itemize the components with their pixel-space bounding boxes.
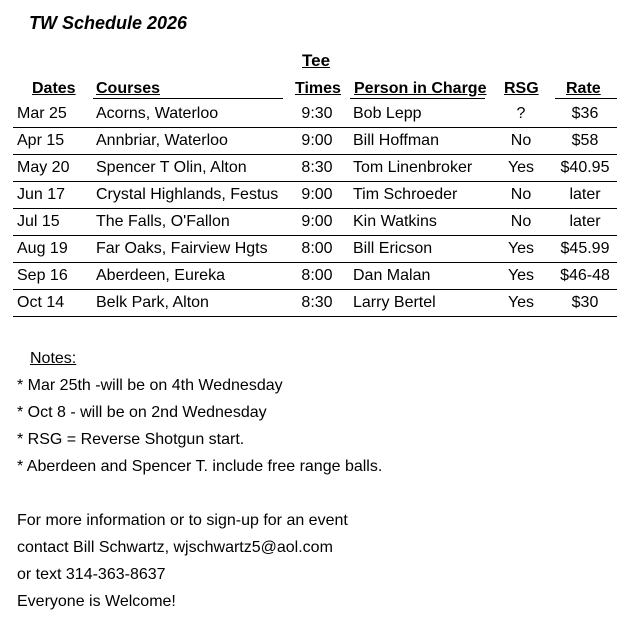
- cell-person: Tom Linenbroker: [353, 159, 473, 176]
- cell-date: May 20: [17, 159, 70, 176]
- cell-date: Sep 16: [17, 267, 68, 284]
- cell-rsg: Yes: [507, 294, 535, 311]
- cell-course: The Falls, O'Fallon: [96, 213, 230, 230]
- table-row: [13, 154, 617, 182]
- header-dates: Dates: [32, 80, 76, 97]
- cell-date: Apr 15: [17, 132, 65, 149]
- cell-course: Annbriar, Waterloo: [96, 132, 228, 149]
- header-times: Times: [295, 80, 341, 97]
- contact-line: For more information or to sign-up for an event: [17, 512, 348, 529]
- table-row: [13, 181, 617, 209]
- cell-course: Aberdeen, Eureka: [96, 267, 225, 284]
- cell-rate: $40.95: [560, 159, 610, 176]
- table-row: [13, 289, 617, 317]
- cell-rsg: Yes: [507, 267, 535, 284]
- cell-person: Bill Hoffman: [353, 132, 439, 149]
- cell-rate: $46-48: [560, 267, 610, 284]
- table-row: [13, 235, 617, 263]
- cell-course: Crystal Highlands, Festus: [96, 186, 279, 203]
- cell-time: 9:00: [301, 213, 333, 230]
- cell-time: 8:00: [301, 240, 333, 257]
- contact-line: or text 314-363-8637: [17, 566, 166, 583]
- cell-rate: $45.99: [560, 240, 610, 257]
- cell-course: Far Oaks, Fairview Hgts: [96, 240, 268, 257]
- header-person: Person in Charge: [354, 80, 487, 97]
- note-item: * Oct 8 - will be on 2nd Wednesday: [17, 404, 267, 421]
- cell-date: Oct 14: [17, 294, 65, 311]
- cell-course: Belk Park, Alton: [96, 294, 209, 311]
- page-title: TW Schedule 2026: [29, 13, 188, 33]
- cell-course: Acorns, Waterloo: [96, 105, 219, 122]
- table-row: [13, 262, 617, 290]
- cell-person: Dan Malan: [353, 267, 431, 284]
- note-item: * RSG = Reverse Shotgun start.: [17, 431, 245, 448]
- contact-line: contact Bill Schwartz, wjschwartz5@aol.com: [17, 539, 333, 556]
- cell-date: Jun 17: [17, 186, 66, 203]
- header-rate-rule: [555, 98, 617, 99]
- notes-heading: Notes:: [30, 350, 77, 367]
- note-item: * Aberdeen and Spencer T. include free range balls.: [17, 458, 383, 475]
- cell-rate: $36: [571, 105, 599, 122]
- cell-rsg: No: [510, 213, 532, 230]
- cell-date: Mar 25: [17, 105, 67, 122]
- cell-time: 9:00: [301, 186, 333, 203]
- cell-date: Jul 15: [17, 213, 60, 230]
- cell-rate: $30: [571, 294, 599, 311]
- header-person-rule: [350, 98, 485, 99]
- table-row: [13, 100, 617, 128]
- cell-rate: later: [569, 213, 601, 230]
- cell-rate: $58: [571, 132, 599, 149]
- table-row: [13, 208, 617, 236]
- cell-rsg: Yes: [507, 240, 535, 257]
- cell-date: Aug 19: [17, 240, 68, 257]
- note-item: * Mar 25th -will be on 4th Wednesday: [17, 377, 283, 394]
- cell-person: Bob Lepp: [353, 105, 422, 122]
- cell-time: 8:30: [301, 294, 333, 311]
- cell-rsg: ?: [516, 105, 526, 122]
- header-courses: Courses: [96, 80, 161, 97]
- header-tee: Tee: [302, 51, 331, 70]
- cell-rsg: No: [510, 186, 532, 203]
- cell-time: 8:30: [301, 159, 333, 176]
- cell-rsg: Yes: [507, 159, 535, 176]
- cell-rsg: No: [510, 132, 532, 149]
- cell-time: 8:00: [301, 267, 333, 284]
- cell-person: Kin Watkins: [353, 213, 437, 230]
- cell-person: Larry Bertel: [353, 294, 436, 311]
- header-rsg: RSG: [504, 80, 539, 97]
- table-row: [13, 127, 617, 155]
- cell-person: Tim Schroeder: [353, 186, 458, 203]
- header-courses-rule: [93, 98, 283, 99]
- cell-time: 9:30: [301, 105, 333, 122]
- cell-rate: later: [569, 186, 601, 203]
- cell-course: Spencer T Olin, Alton: [96, 159, 247, 176]
- cell-person: Bill Ericson: [353, 240, 433, 257]
- cell-time: 9:00: [301, 132, 333, 149]
- contact-line: Everyone is Welcome!: [17, 593, 176, 610]
- header-rate: Rate: [566, 80, 601, 97]
